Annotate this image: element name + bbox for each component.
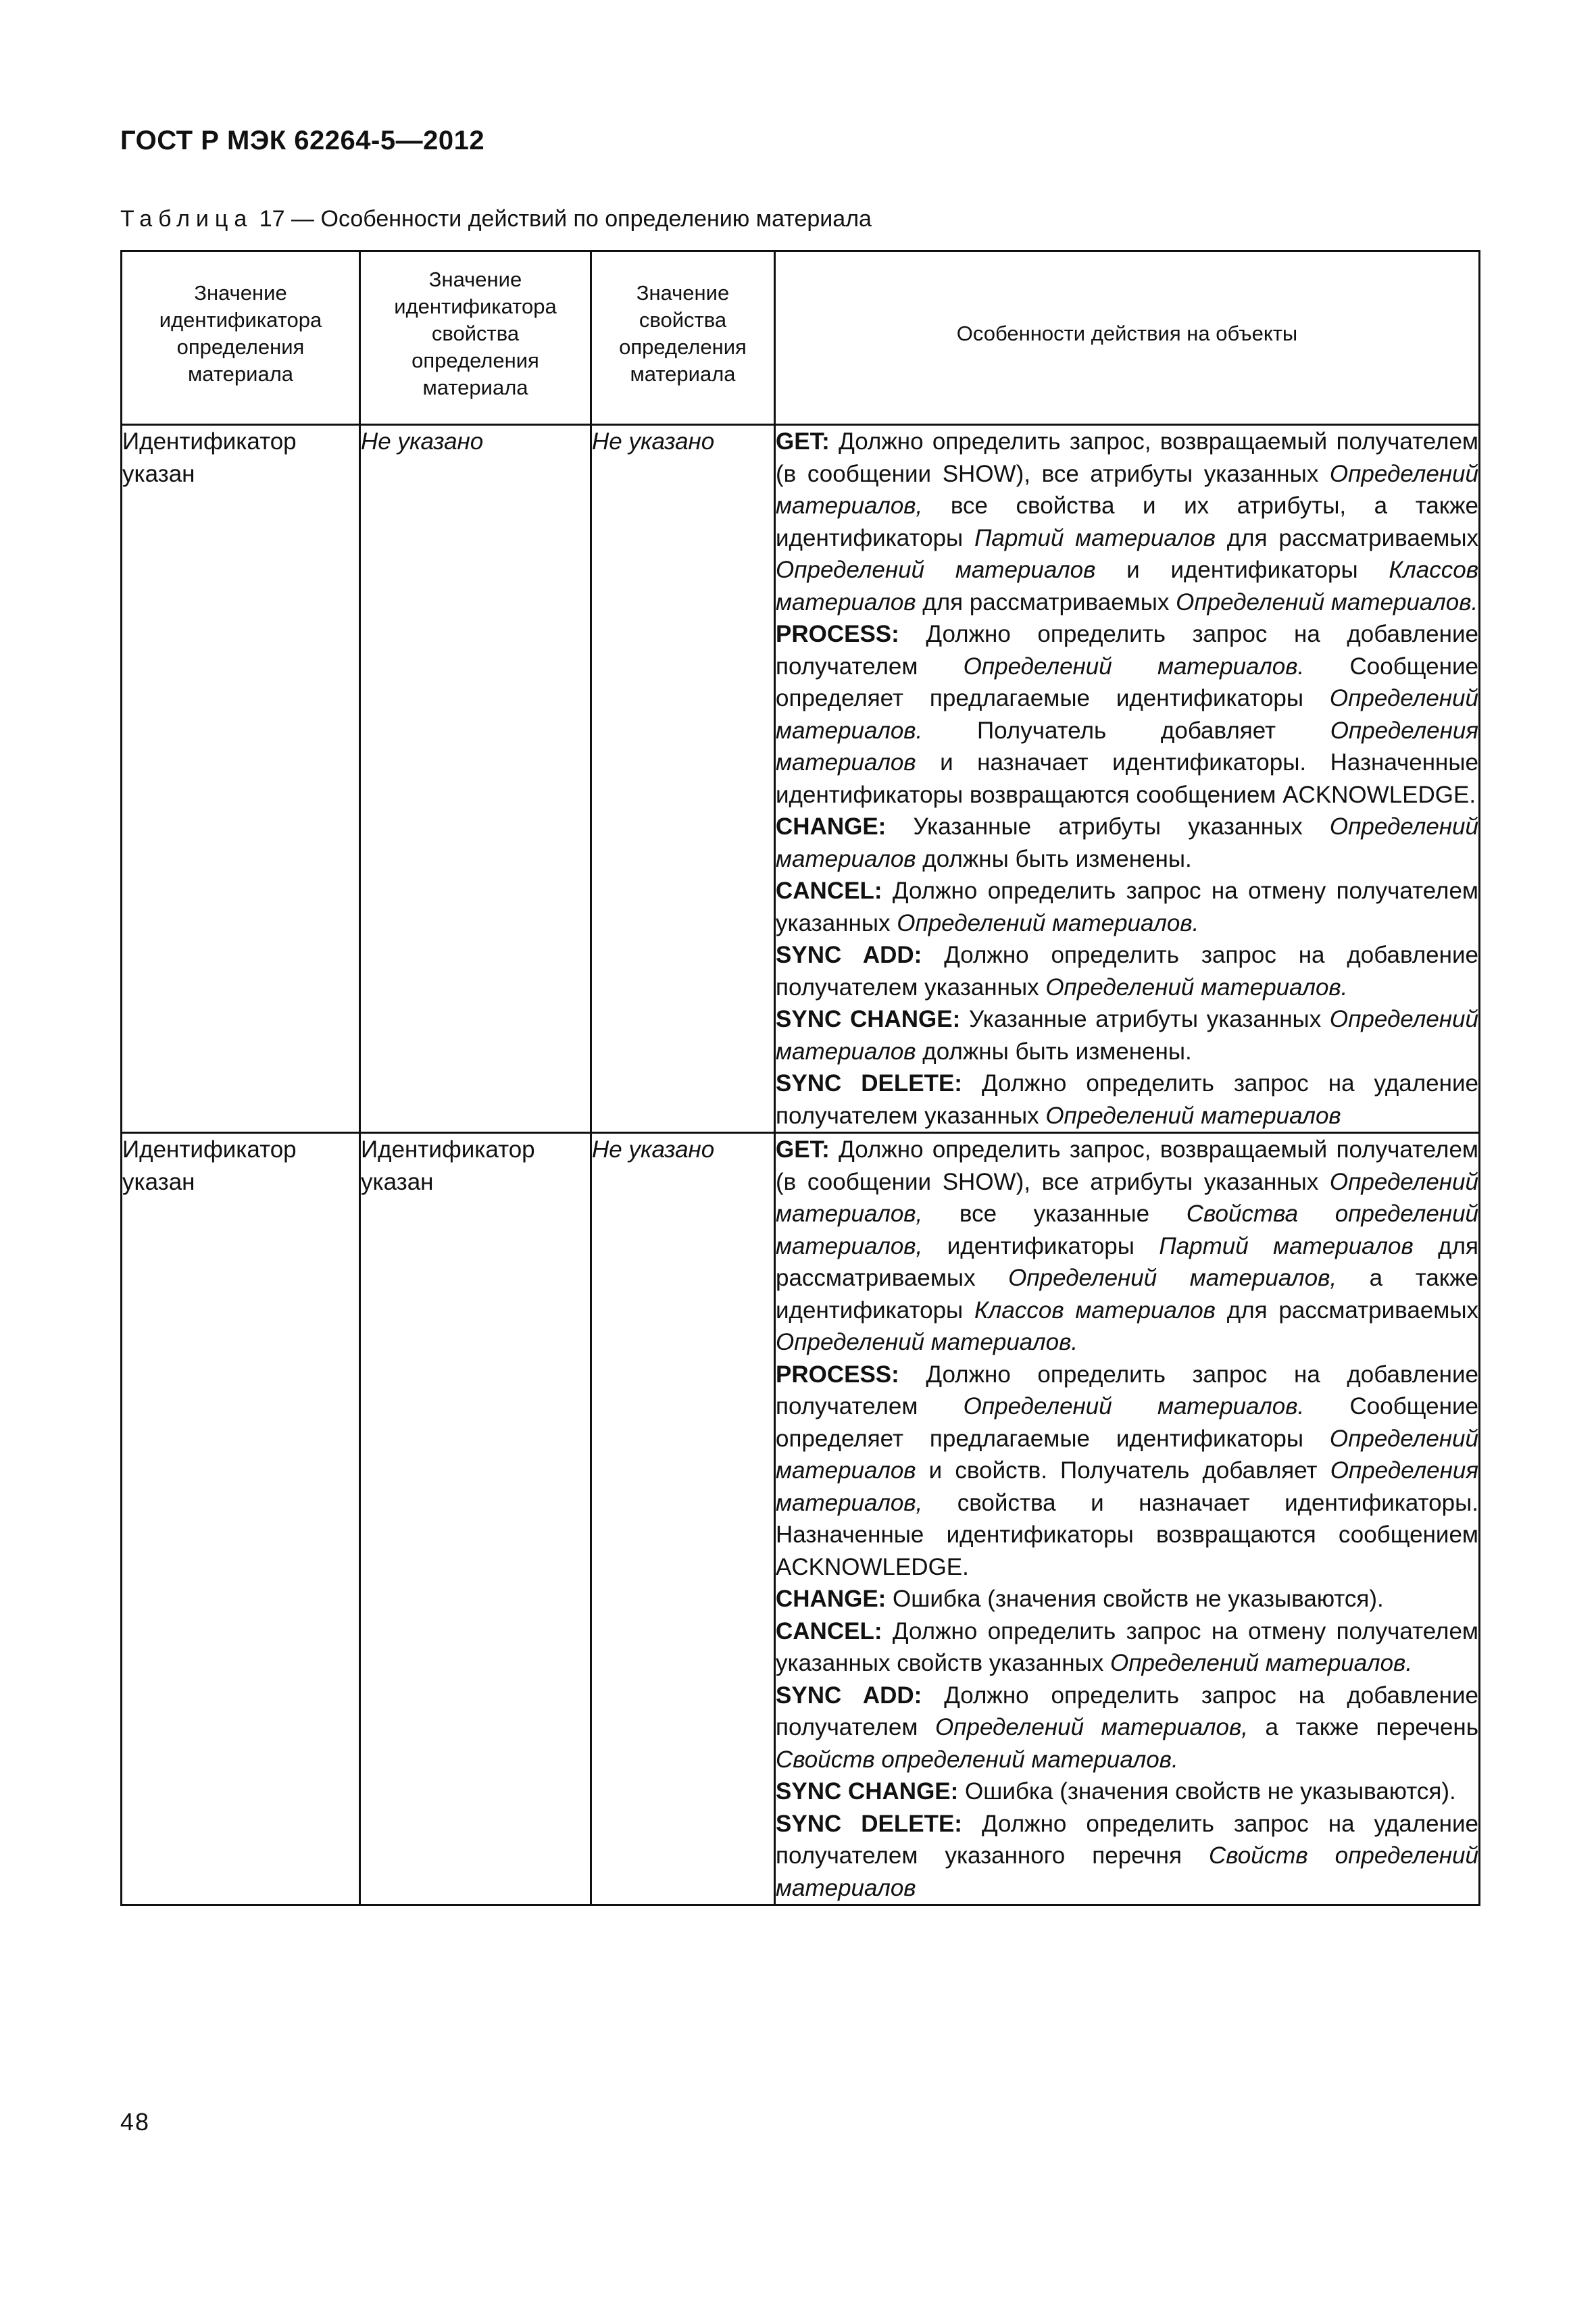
document-header: ГОСТ Р МЭК 62264-5—2012 bbox=[120, 126, 485, 155]
action-paragraph bbox=[776, 1134, 1478, 1359]
action-paragraph bbox=[776, 1615, 1478, 1680]
action-text: Определений материалов. bbox=[963, 653, 1305, 680]
action-text: Ошибка (значения свойств не указываются). bbox=[886, 1586, 1384, 1612]
action-text: Указанные атрибуты указанных bbox=[960, 1006, 1330, 1032]
action-keyword: GET: bbox=[776, 1136, 830, 1163]
action-text: а также идентификаторы bbox=[776, 1265, 1478, 1324]
action-text: Определений материалов. bbox=[776, 685, 1478, 744]
action-text: Должно определить запрос на удаление получателем указанных bbox=[776, 1070, 1478, 1129]
action-keyword: GET: bbox=[776, 428, 830, 455]
table-row bbox=[122, 425, 1480, 1133]
column-header: Значение свойства определения материала bbox=[591, 251, 775, 416]
action-text: и свойств. Получатель добавляет bbox=[916, 1457, 1330, 1484]
action-text: Указанные атрибуты указанных bbox=[886, 813, 1330, 840]
action-text: Определений материалов. bbox=[1045, 974, 1348, 1001]
property-value-cell: Не указано bbox=[591, 1133, 775, 1905]
action-text: Классов материалов bbox=[776, 557, 1478, 615]
action-text: Определений материалов bbox=[776, 1006, 1478, 1065]
material-definition-id-cell: Идентификатор указан bbox=[122, 425, 360, 1133]
action-keyword: PROCESS: bbox=[776, 621, 899, 647]
column-header: Особенности действия на объекты bbox=[775, 251, 1480, 416]
property-id-cell: Не указано bbox=[360, 425, 591, 1133]
action-text: Ошибка (значения свойств не указываются). bbox=[958, 1778, 1456, 1805]
action-text: Должно определить запрос на добавление получателем bbox=[776, 1361, 1478, 1419]
action-text: для рассматриваемых bbox=[776, 1232, 1478, 1291]
action-text: Сообщение определяет предлагаемые идентификаторы bbox=[776, 1393, 1478, 1452]
action-paragraph bbox=[776, 426, 1478, 618]
property-value-cell: Не указано bbox=[591, 425, 775, 1133]
table-row bbox=[122, 1133, 1480, 1905]
caption-text: — Особенности действий по определению материала bbox=[291, 206, 872, 232]
action-text: должны быть изменены. bbox=[916, 845, 1192, 872]
action-text: Определений материалов bbox=[776, 813, 1478, 872]
action-text: Определений материалов, bbox=[935, 1714, 1248, 1740]
action-text: а также перечень bbox=[1247, 1714, 1478, 1740]
action-text: Должно определить запрос на отмену получателем указанных свойств указанных bbox=[776, 1617, 1478, 1676]
action-text: и назначает идентификаторы. Назначенные идентификаторы возвращаются сообщением ACKNOWLEDGE. bbox=[776, 749, 1478, 808]
action-text: Определения материалов, bbox=[776, 1457, 1478, 1516]
header-separator bbox=[122, 416, 1480, 425]
action-text: Определений материалов. bbox=[776, 1329, 1078, 1355]
action-text: Должно определить запрос на добавление получателем bbox=[776, 621, 1478, 680]
action-text: Должно определить запрос на добавление получателем bbox=[776, 1682, 1478, 1740]
action-text: Партий материалов bbox=[974, 524, 1216, 551]
action-text: Определений материалов bbox=[1045, 1102, 1341, 1129]
action-keyword: CHANGE: bbox=[776, 813, 887, 840]
action-paragraph bbox=[776, 1808, 1478, 1905]
action-text: Определений материалов. bbox=[897, 909, 1199, 936]
action-keyword: CANCEL: bbox=[776, 878, 882, 904]
action-keyword: CHANGE: bbox=[776, 1586, 887, 1612]
action-keyword: PROCESS: bbox=[776, 1361, 899, 1388]
page-number: 48 bbox=[120, 2108, 151, 2136]
action-description-cell bbox=[775, 425, 1480, 1133]
action-text: Определений материалов. bbox=[1109, 1650, 1413, 1676]
action-text: Должно определить запрос на удаление получателем указанного перечня bbox=[776, 1810, 1478, 1869]
table-header-row bbox=[122, 251, 1480, 416]
property-id-cell: Идентификатор указан bbox=[360, 1133, 591, 1905]
action-text: Должно определить запрос, возвращаемый получателем (в сообщении SHOW), все атрибуты указанных bbox=[776, 428, 1478, 487]
action-text: для рассматриваемых bbox=[916, 588, 1176, 615]
action-paragraph bbox=[776, 939, 1478, 1003]
actions-table bbox=[120, 250, 1480, 1906]
action-paragraph bbox=[776, 1680, 1478, 1776]
action-paragraph bbox=[776, 1003, 1478, 1067]
action-text: Определений материалов, bbox=[776, 460, 1478, 519]
action-text: для рассматриваемых bbox=[1215, 1297, 1478, 1324]
action-paragraph bbox=[776, 875, 1478, 939]
action-description-cell bbox=[775, 1133, 1480, 1905]
action-keyword: SYNC DELETE: bbox=[776, 1810, 962, 1837]
action-text: Определений материалов, bbox=[776, 1168, 1478, 1227]
action-keyword: SYNC CHANGE: bbox=[776, 1006, 961, 1032]
action-text: Определения материалов bbox=[776, 717, 1478, 776]
action-keyword: SYNC DELETE: bbox=[776, 1070, 962, 1097]
action-paragraph bbox=[776, 1359, 1478, 1584]
action-text: Партий материалов bbox=[1159, 1232, 1414, 1259]
action-text: свойства и назначает идентификаторы. Назначенные идентификаторы возвращаются сообщением ACKNOWLEDGE. bbox=[776, 1489, 1478, 1580]
caption-number: 17 bbox=[259, 206, 285, 232]
action-text: все указанные bbox=[922, 1201, 1187, 1227]
action-paragraph bbox=[776, 1067, 1478, 1132]
action-paragraph bbox=[776, 1583, 1478, 1615]
material-definition-id-cell: Идентификатор указан bbox=[122, 1133, 360, 1905]
action-text: идентификаторы bbox=[922, 1232, 1159, 1259]
table-caption bbox=[120, 206, 872, 232]
action-paragraph bbox=[776, 811, 1478, 875]
action-paragraph bbox=[776, 1776, 1478, 1808]
action-text: Получатель добавляет bbox=[922, 717, 1330, 744]
column-header: Значение идентификатора свойства определения материала bbox=[360, 251, 591, 416]
action-text: Должно определить запрос, возвращаемый получателем (в сообщении SHOW), все атрибуты указанных bbox=[776, 1136, 1478, 1195]
action-text: Определений материалов bbox=[776, 557, 1096, 583]
action-text: Должно определить запрос на добавление получателем указанных bbox=[776, 942, 1478, 1001]
action-text: Свойств определений материалов bbox=[776, 1842, 1478, 1901]
action-text: все свойства и их атрибуты, а также идентификаторы bbox=[776, 493, 1478, 551]
action-text: Определений материалов, bbox=[1008, 1265, 1337, 1291]
action-text: Свойств определений материалов. bbox=[776, 1746, 1178, 1773]
caption-prefix: Таблица bbox=[120, 206, 253, 232]
action-keyword: SYNC ADD: bbox=[776, 1682, 922, 1709]
action-text: Должно определить запрос на отмену получателем указанных bbox=[776, 878, 1478, 936]
action-keyword: CANCEL: bbox=[776, 1617, 882, 1644]
action-text: Определений материалов bbox=[776, 1425, 1478, 1484]
action-keyword: SYNC CHANGE: bbox=[776, 1778, 959, 1805]
action-text: Определений материалов. bbox=[963, 1393, 1305, 1419]
action-text: Свойства определений материалов, bbox=[776, 1201, 1478, 1259]
column-header: Значение идентификатора определения материала bbox=[122, 251, 360, 416]
action-text: и идентификаторы bbox=[1095, 557, 1389, 583]
action-text: Определений материалов. bbox=[1176, 588, 1478, 615]
action-keyword: SYNC ADD: bbox=[776, 942, 922, 968]
action-text: должны быть изменены. bbox=[916, 1038, 1192, 1065]
action-text: для рассматриваемых bbox=[1215, 524, 1478, 551]
action-paragraph bbox=[776, 618, 1478, 811]
action-text: Классов материалов bbox=[974, 1297, 1216, 1324]
action-text: Сообщение определяет предлагаемые идентификаторы bbox=[776, 653, 1478, 711]
